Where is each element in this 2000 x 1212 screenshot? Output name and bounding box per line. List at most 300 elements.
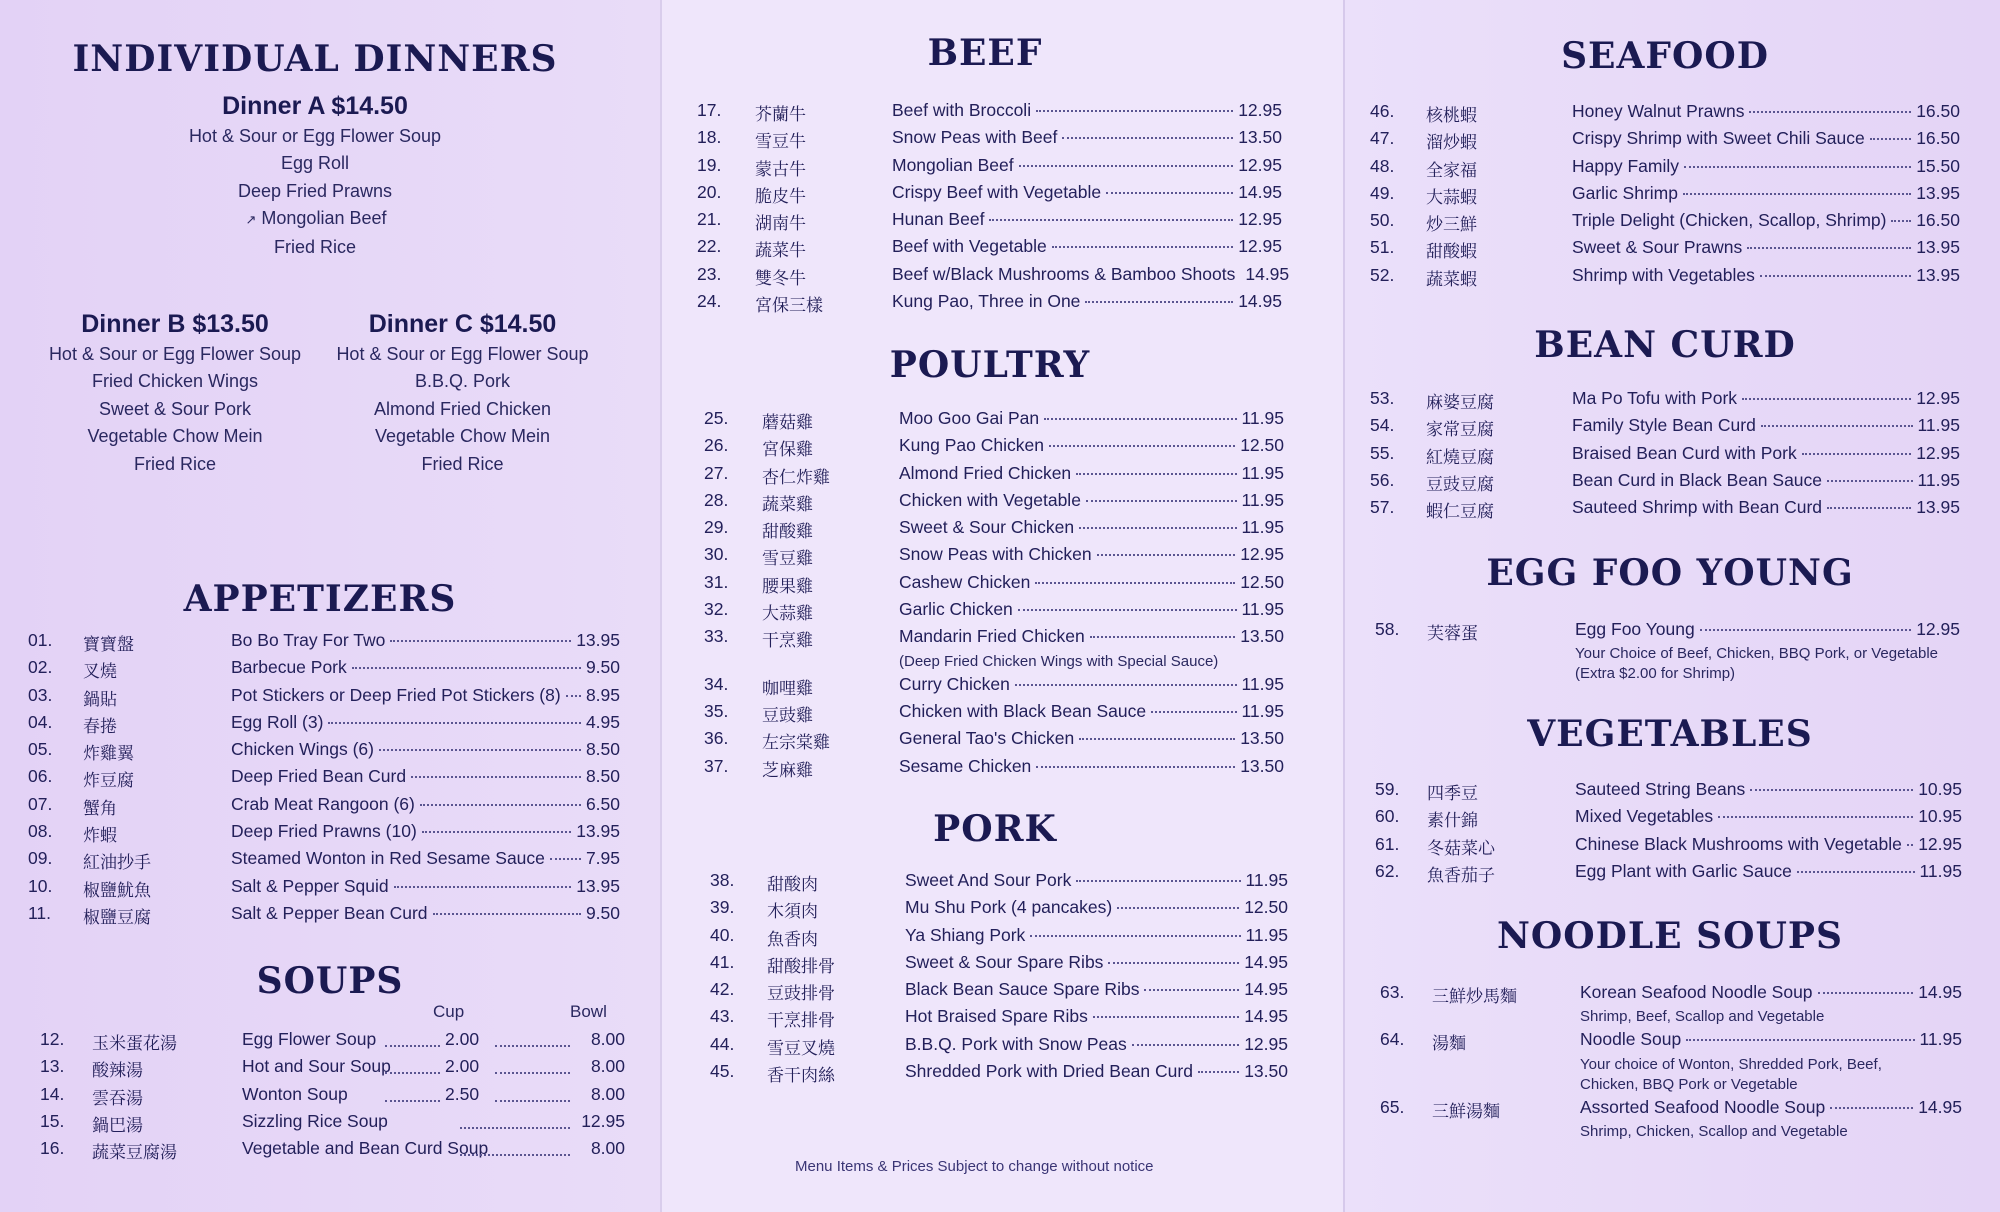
item-name: Pot Stickers or Deep Fried Pot Stickers (8): [231, 684, 561, 705]
item-chinese-name: 甜酸肉: [767, 875, 818, 895]
item-price: 11.95: [1917, 415, 1960, 436]
item-english-line: [899, 572, 1284, 593]
item-chinese-name: 四季豆: [1427, 784, 1478, 804]
leader-dots: [390, 640, 571, 642]
item-price: 11.95: [1241, 700, 1284, 721]
item-chinese-name: 豆豉排骨: [767, 984, 835, 1005]
item-name: Shrimp with Vegetables: [1572, 264, 1755, 285]
leader-dots: [1086, 500, 1237, 502]
item-english-line: [905, 1034, 1288, 1055]
item-chinese-name: 蔬菜豆腐湯: [92, 1143, 177, 1164]
item-name: Deep Fried Prawns (10): [231, 821, 417, 842]
item-number: 10.: [28, 875, 53, 896]
cup-price: 2.50: [445, 1083, 480, 1104]
item-price: 12.95: [1238, 209, 1282, 230]
item-chinese-name: 炒三鮮: [1426, 215, 1477, 236]
leader-dots: [1870, 138, 1911, 140]
item-number: 44.: [710, 1033, 735, 1054]
item-price: 14.95: [1245, 263, 1290, 284]
leader-dots: [328, 722, 581, 724]
item-description: (Deep Fried Chicken Wings with Special Sauce): [899, 652, 1219, 670]
item-english-line: [1572, 101, 1960, 122]
leader-dots: [1052, 246, 1234, 248]
leader-dots: [422, 831, 571, 833]
item-number: 18.: [697, 127, 722, 148]
item-name: B.B.Q. Pork with Snow Peas: [905, 1033, 1127, 1054]
item-price: 11.95: [1245, 870, 1288, 890]
item-number: 41.: [710, 951, 735, 972]
item-chinese-name: 素什錦: [1427, 811, 1478, 832]
menu-item-row: [1370, 154, 1960, 181]
item-price: 14.95: [1244, 979, 1288, 1000]
item-chinese-name: 蘑菇雞: [762, 413, 813, 433]
leader-dots: [495, 1084, 570, 1102]
menu-item-row: [1380, 1027, 1962, 1054]
item-chinese-name: 甜酸蝦: [1426, 242, 1477, 263]
leader-dots: [1015, 684, 1237, 686]
dinner-c-title: Dinner C $14.50: [368, 310, 557, 338]
item-number: 07.: [28, 793, 53, 814]
dinner-c-item: Vegetable Chow Mein: [374, 426, 551, 447]
leader-dots: [385, 1056, 440, 1074]
menu-item-row: [28, 710, 620, 737]
item-price: 4.95: [585, 711, 620, 732]
item-price: 14.95: [1238, 291, 1282, 312]
item-english-line: [899, 599, 1284, 620]
dinner-b-item: Hot & Sour or Egg Flower Soup: [48, 344, 302, 364]
item-chinese-name: 雪豆雞: [762, 549, 813, 570]
item-english-line: [899, 490, 1284, 511]
item-name: Chicken with Black Bean Sauce: [899, 700, 1147, 721]
item-chinese-name: 春捲: [83, 716, 117, 737]
item-chinese-name: 芙蓉蛋: [1427, 624, 1478, 644]
item-english-line: [1572, 128, 1960, 149]
item-chinese-name: 豆豉豆腐: [1426, 474, 1494, 495]
item-name: Wonton Soup: [242, 1083, 348, 1104]
item-english-line: [905, 870, 1288, 891]
dinner-c-item: Hot & Sour or Egg Flower Soup: [336, 344, 589, 364]
menu-item-row: [710, 977, 1288, 1004]
dinner-b-item: Fried Rice: [133, 453, 217, 474]
leader-dots: [1085, 301, 1233, 303]
menu-item-row: [704, 461, 1284, 488]
item-chinese-name: 鍋巴湯: [92, 1115, 143, 1136]
dinner-b-item: Fried Chicken Wings: [91, 371, 259, 392]
item-price: 10.95: [1918, 779, 1962, 799]
item-chinese-name: 大蒜雞: [762, 604, 813, 625]
leader-dots: [460, 1111, 570, 1129]
dinner-c-item: Almond Fried Chicken: [373, 398, 552, 419]
item-english-line: [892, 127, 1282, 148]
item-chinese-name: 湖南牛: [755, 214, 806, 235]
item-number: 27.: [704, 462, 729, 483]
item-number: 50.: [1370, 210, 1395, 231]
item-english-line: [905, 1061, 1288, 1082]
leader-dots: [1683, 193, 1911, 195]
item-number: 60.: [1375, 806, 1400, 827]
item-name: Sizzling Rice Soup: [242, 1110, 388, 1131]
item-name: Korean Seafood Noodle Soup: [1580, 982, 1813, 1002]
item-number: 23.: [697, 263, 722, 284]
item-number: 02.: [28, 657, 53, 678]
item-price: 11.95: [1241, 408, 1284, 428]
dinner-c-item: B.B.Q. Pork: [414, 371, 511, 392]
item-price: 11.95: [1919, 860, 1962, 881]
bowl-price: 8.00: [590, 1138, 625, 1159]
item-number: 39.: [710, 897, 735, 918]
item-number: 61.: [1375, 833, 1400, 854]
leader-dots: [460, 1138, 570, 1156]
item-name: Bo Bo Tray For Two: [231, 630, 386, 650]
item-chinese-name: 蔬菜雞: [762, 494, 813, 515]
item-price: 13.50: [1240, 755, 1284, 776]
item-number: 48.: [1370, 155, 1395, 176]
leader-dots: [495, 1056, 570, 1074]
item-name: Chicken Wings (6): [231, 739, 374, 760]
menu-item-row: [704, 515, 1284, 542]
item-number: 65.: [1380, 1096, 1405, 1117]
item-english-line: [231, 712, 620, 733]
item-chinese-name: 干烹雞: [762, 631, 813, 652]
item-description: (Extra $2.00 for Shrimp): [1575, 665, 1736, 683]
menu-item-row: [697, 98, 1282, 125]
leader-dots: [1686, 1039, 1914, 1041]
item-chinese-name: 蔬菜牛: [755, 241, 806, 262]
item-english-line: [1572, 443, 1960, 464]
item-english-line: [899, 728, 1284, 749]
dinner-c-item: Fried Rice: [421, 453, 504, 474]
leader-dots: [1079, 527, 1236, 529]
leader-dots: [1830, 1107, 1913, 1109]
item-chinese-name: 紅油抄手: [83, 853, 151, 874]
item-chinese-name: 炸蝦: [83, 826, 117, 847]
menu-item-row: [1370, 441, 1960, 468]
item-chinese-name: 炸雞翼: [83, 744, 134, 765]
leader-dots: [1718, 816, 1913, 818]
poultry-list: [704, 406, 1284, 781]
item-number: 22.: [697, 236, 722, 257]
leader-dots: [1117, 907, 1239, 909]
item-name: Mu Shu Pork (4 pancakes): [905, 897, 1113, 918]
leader-dots: [1797, 871, 1915, 873]
item-price: 11.95: [1245, 924, 1288, 945]
item-price: 11.95: [1241, 489, 1284, 510]
noodle-soups-list: [1380, 980, 1962, 1142]
item-english-line: [892, 236, 1282, 257]
item-price: 12.95: [1916, 619, 1960, 639]
item-number: 05.: [28, 739, 53, 760]
dinner-a-items: [160, 123, 470, 261]
item-chinese-name: 三鮮湯麵: [1432, 1101, 1500, 1122]
item-number: 01.: [28, 630, 53, 650]
item-price: 15.50: [1916, 155, 1960, 176]
item-name: Ya Shiang Pork: [905, 924, 1026, 945]
item-chinese-name: 蔬菜蝦: [1426, 269, 1477, 290]
item-price: 12.95: [1918, 833, 1962, 854]
menu-item-row: [710, 868, 1288, 895]
item-english-line: [892, 263, 1290, 285]
item-name: Sweet & Sour Prawns: [1572, 237, 1743, 258]
leader-dots: [1036, 110, 1233, 112]
soup-row: [40, 1109, 625, 1136]
item-price: 12.50: [1240, 571, 1284, 592]
item-price: 12.50: [1240, 435, 1284, 456]
item-english-line: [231, 876, 620, 897]
item-english-line: [899, 701, 1284, 722]
item-english-line: [899, 756, 1284, 777]
item-english-line: [892, 100, 1282, 121]
item-name: Hunan Beef: [892, 209, 985, 230]
item-number: 11.: [28, 902, 52, 923]
seafood-list: [1370, 99, 1960, 290]
bowl-price: 8.00: [590, 1083, 625, 1104]
item-chinese-name: 椒鹽豆腐: [83, 907, 151, 928]
menu-item-row: [704, 699, 1284, 726]
item-english-line: [231, 685, 620, 706]
dinner-a-title: Dinner A $14.50: [222, 92, 408, 120]
leader-dots: [1108, 962, 1239, 964]
item-price: 12.95: [1916, 388, 1960, 408]
menu-item-row: [1370, 208, 1960, 235]
item-name: Triple Delight (Chicken, Scallop, Shrimp): [1572, 210, 1887, 231]
item-name: Egg Foo Young: [1575, 619, 1695, 639]
item-price: 14.95: [1238, 181, 1282, 202]
menu-item-row: [710, 950, 1288, 977]
item-number: 30.: [704, 544, 729, 565]
menu-item-row: [710, 923, 1288, 950]
leader-dots: [1144, 989, 1239, 991]
menu-item-row: [697, 153, 1282, 180]
item-name: Cashew Chicken: [899, 571, 1031, 592]
leader-dots: [1035, 582, 1235, 584]
item-name: Chicken with Vegetable: [899, 489, 1081, 510]
beef-heading: BEEF: [927, 32, 1043, 74]
item-number: 56.: [1370, 469, 1395, 490]
item-number: 24.: [697, 291, 722, 312]
item-price: 7.95: [585, 848, 620, 869]
item-chinese-name: 杏仁炸雞: [762, 467, 830, 488]
item-price: 11.95: [1241, 673, 1284, 694]
leader-dots: [1802, 453, 1912, 455]
item-number: 03.: [28, 684, 53, 705]
dinner-a-item: Fried Rice: [273, 236, 357, 257]
item-chinese-name: 湯麵: [1432, 1034, 1466, 1055]
menu-item-row: [1370, 181, 1960, 208]
menu-item-row: [710, 1032, 1288, 1059]
menu-item-row: [1370, 263, 1960, 290]
item-name: Almond Fried Chicken: [899, 462, 1072, 483]
item-name: Salt & Pepper Squid: [231, 875, 389, 896]
item-name: Beef w/Black Mushrooms & Bamboo Shoots: [892, 263, 1236, 284]
soups-heading: SOUPS: [256, 960, 404, 1002]
item-number: 64.: [1380, 1029, 1405, 1050]
item-chinese-name: 豆豉雞: [762, 705, 813, 726]
soup-row: [40, 1027, 625, 1054]
leader-dots: [411, 776, 581, 778]
item-chinese-name: 香干肉絲: [767, 1066, 835, 1087]
item-number: 17.: [697, 100, 722, 120]
item-name: Beef with Vegetable: [892, 236, 1047, 257]
menu-item-row: [1370, 468, 1960, 495]
leader-dots: [1151, 711, 1236, 713]
item-english-line: [1572, 210, 1960, 231]
item-english-line: [1572, 183, 1960, 204]
leader-dots: [1036, 766, 1235, 768]
item-name: Family Style Bean Curd: [1572, 415, 1756, 436]
item-english-line: [899, 626, 1284, 647]
item-name: Sesame Chicken: [899, 755, 1032, 776]
seafood-heading: SEAFOOD: [1561, 35, 1769, 77]
item-chinese-name: 紅燒豆腐: [1426, 447, 1494, 468]
pork-heading: PORK: [933, 808, 1057, 850]
menu-item-row: [704, 754, 1284, 781]
item-english-line: [899, 408, 1284, 429]
item-chinese-name: 家常豆腐: [1426, 420, 1494, 441]
leader-dots: [1030, 935, 1240, 937]
item-english-line: [1580, 982, 1962, 1003]
leader-dots: [1907, 844, 1913, 846]
item-price: 14.95: [1918, 1096, 1962, 1117]
item-number: 51.: [1370, 237, 1395, 258]
item-price: 13.50: [1238, 127, 1282, 148]
item-name: Garlic Chicken: [899, 599, 1013, 620]
item-number: 06.: [28, 766, 53, 787]
item-number: 04.: [28, 711, 53, 732]
item-english-line: [892, 155, 1282, 176]
menu-item-row: [710, 895, 1288, 922]
item-price: 13.95: [1916, 264, 1960, 285]
leader-dots: [1749, 111, 1911, 113]
menu-item-row: [28, 874, 620, 901]
item-english-line: [899, 435, 1284, 456]
item-chinese-name: 酸辣湯: [92, 1061, 143, 1082]
item-price: 14.95: [1244, 951, 1288, 972]
item-name: Chinese Black Mushrooms with Vegetable: [1575, 833, 1902, 854]
item-english-line: [1572, 470, 1960, 491]
leader-dots: [1106, 192, 1233, 194]
item-chinese-name: 芝麻雞: [762, 760, 813, 781]
item-number: 58.: [1375, 619, 1400, 639]
item-number: 35.: [704, 700, 729, 721]
item-name: General Tao's Chicken: [899, 728, 1075, 749]
item-number: 13.: [40, 1056, 65, 1077]
item-chinese-name: 魚香茄子: [1427, 865, 1495, 886]
item-number: 38.: [710, 870, 735, 890]
item-number: 26.: [704, 435, 729, 456]
leader-dots: [1891, 220, 1911, 222]
item-number: 57.: [1370, 497, 1395, 518]
item-number: 42.: [710, 979, 735, 1000]
menu-item-row: [1375, 804, 1962, 831]
menu-item-row: [1380, 980, 1962, 1007]
leader-dots: [379, 749, 581, 751]
item-chinese-name: 宮保雞: [762, 440, 813, 461]
item-chinese-name: 溜炒蝦: [1426, 133, 1477, 154]
item-english-line: [1572, 388, 1960, 409]
bowl-column-label: Bowl: [570, 1002, 607, 1021]
item-chinese-name: 芥蘭牛: [755, 105, 806, 125]
leader-dots: [420, 804, 581, 806]
item-price: 12.95: [1238, 100, 1282, 120]
item-name: Honey Walnut Prawns: [1572, 101, 1745, 121]
pork-list: [710, 868, 1288, 1086]
item-name: Sauteed String Beans: [1575, 779, 1746, 799]
item-name: Sweet And Sour Pork: [905, 870, 1072, 890]
menu-item-row: [28, 655, 620, 682]
item-price: 13.95: [576, 875, 620, 896]
leader-dots: [352, 667, 581, 669]
leader-dots: [385, 1084, 440, 1102]
item-english-line: [1575, 806, 1962, 827]
item-english-line: [892, 291, 1282, 312]
item-number: 36.: [704, 728, 729, 749]
item-english-line: [1575, 619, 1960, 640]
item-english-line: [231, 630, 620, 651]
menu-item-row: [697, 125, 1282, 152]
leader-dots: [1700, 629, 1912, 631]
leader-dots: [1760, 275, 1911, 277]
menu-item-row: [1375, 832, 1962, 859]
cup-price: 2.00: [445, 1056, 480, 1077]
noodle-soups-heading: NOODLE SOUPS: [1497, 915, 1843, 957]
item-english-line: [892, 209, 1282, 230]
item-english-line: [1572, 415, 1960, 436]
item-english-line: [231, 903, 620, 924]
item-number: 19.: [697, 154, 722, 175]
item-number: 14.: [40, 1083, 65, 1104]
item-price: 13.50: [1240, 728, 1284, 749]
item-english-line: [899, 674, 1284, 695]
item-name: Ma Po Tofu with Pork: [1572, 388, 1738, 408]
leader-dots: [1747, 247, 1911, 249]
item-name: Crispy Beef with Vegetable: [892, 181, 1102, 202]
item-english-line: [1580, 1097, 1962, 1118]
bowl-price: 8.00: [590, 1029, 625, 1049]
cup-price: 2.00: [445, 1029, 480, 1049]
menu-item-row: [28, 737, 620, 764]
menu-item-row: [28, 846, 620, 873]
item-number: 32.: [704, 599, 729, 620]
item-chinese-name: 左宗棠雞: [762, 733, 830, 754]
item-price: 8.50: [585, 766, 620, 787]
item-number: 15.: [40, 1110, 65, 1131]
soup-row: [40, 1082, 625, 1109]
item-chinese-name: 咖哩雞: [762, 678, 813, 699]
item-chinese-name: 叉燒: [83, 662, 117, 683]
beef-list: [697, 98, 1290, 317]
item-chinese-name: 蒙古牛: [755, 159, 806, 180]
menu-item-row: [28, 628, 620, 655]
item-english-line: [1575, 861, 1962, 882]
item-chinese-name: 三鮮炒馬麵: [1432, 987, 1517, 1007]
dinner-b-items: [30, 341, 320, 478]
item-chinese-name: 玉米蛋花湯: [92, 1034, 177, 1054]
item-chinese-name: 炸豆腐: [83, 771, 134, 792]
item-number: 62.: [1375, 860, 1400, 881]
menu-item-row: [710, 1004, 1288, 1031]
item-number: 45.: [710, 1061, 735, 1082]
item-description: Shrimp, Chicken, Scallop and Vegetable: [1580, 1122, 1848, 1140]
item-price: 6.50: [585, 793, 620, 814]
item-name: Sweet & Sour Spare Ribs: [905, 951, 1104, 972]
item-name: Sauteed Shrimp with Bean Curd: [1572, 497, 1822, 518]
item-price: 13.50: [1244, 1061, 1288, 1082]
item-chinese-name: 木須肉: [767, 902, 818, 923]
item-name: Moo Goo Gai Pan: [899, 408, 1040, 428]
item-price: 16.50: [1916, 101, 1960, 121]
leader-dots: [1198, 1071, 1239, 1073]
appetizers-heading: APPETIZERS: [183, 578, 457, 620]
